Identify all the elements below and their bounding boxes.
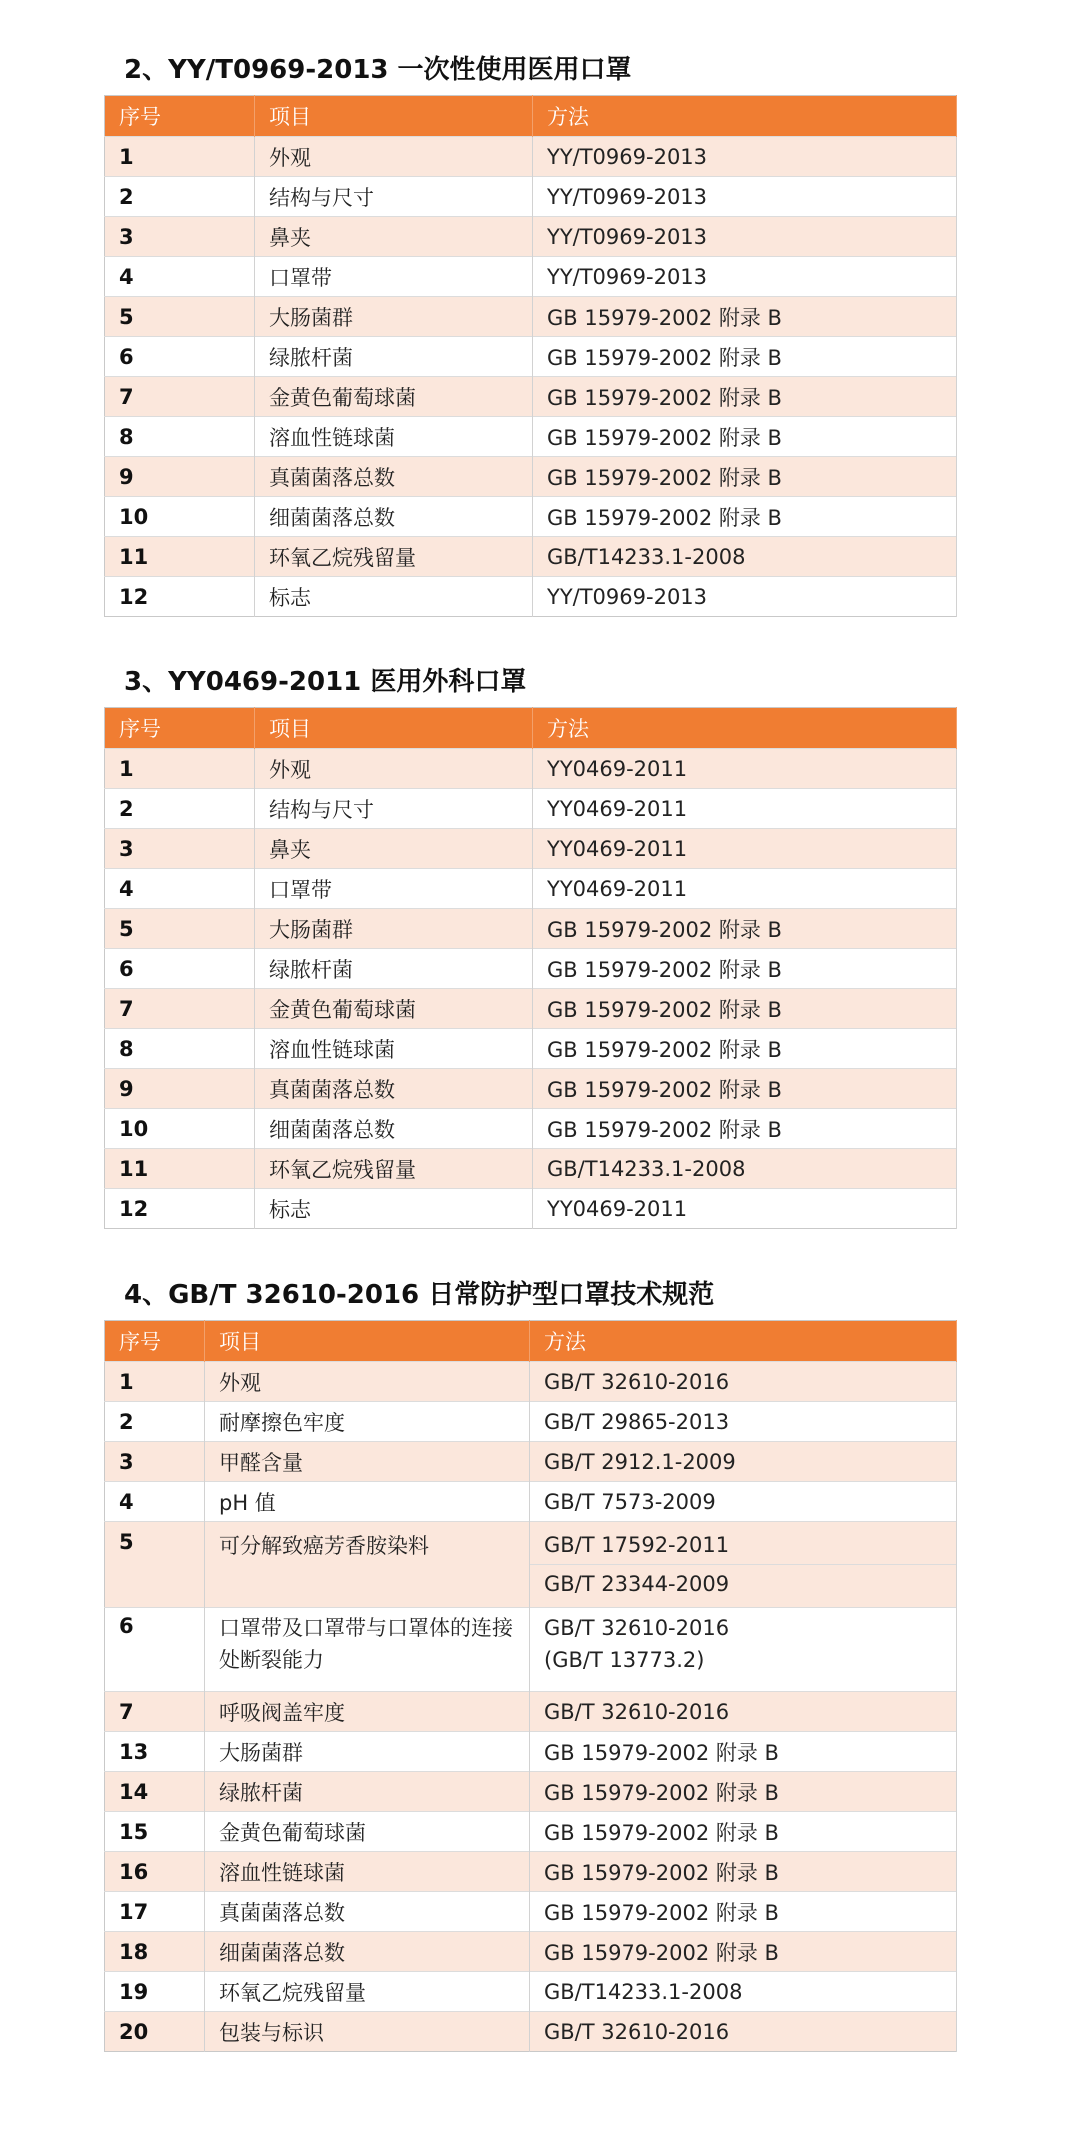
row-item: 溶血性链球菌	[255, 1029, 533, 1069]
table-row	[105, 1932, 957, 1972]
table-row	[105, 377, 957, 417]
row-item: 外观	[255, 137, 533, 177]
row-method-secondary: (GB/T 13773.2)	[544, 1648, 705, 1672]
table-row	[105, 1608, 957, 1692]
row-item: 口罩带	[255, 257, 533, 297]
row-no: 19	[105, 1972, 205, 2012]
row-no: 17	[105, 1892, 205, 1932]
row-no: 3	[105, 1442, 205, 1482]
row-no: 1	[105, 137, 255, 177]
row-method: GB 15979-2002 附录 B	[533, 1029, 957, 1069]
row-method-secondary: GB/T 23344-2009	[530, 1564, 956, 1603]
row-method: GB 15979-2002 附录 B	[530, 1732, 957, 1772]
row-no: 20	[105, 2012, 205, 2052]
row-no: 1	[105, 749, 255, 789]
row-item: 细菌菌落总数	[255, 497, 533, 537]
row-method-cell	[530, 1608, 957, 1692]
row-item: 标志	[255, 577, 533, 617]
row-item: 鼻夹	[255, 217, 533, 257]
row-no: 3	[105, 829, 255, 869]
table-row	[105, 1972, 957, 2012]
spec-table	[104, 707, 957, 1229]
table-row	[105, 869, 957, 909]
row-no: 5	[105, 1522, 205, 1608]
row-no: 5	[105, 909, 255, 949]
row-no: 7	[105, 377, 255, 417]
header-no: 序号	[105, 96, 255, 137]
table-row	[105, 1812, 957, 1852]
header-item: 项目	[255, 96, 533, 137]
row-method: GB 15979-2002 附录 B	[533, 949, 957, 989]
row-item: 可分解致癌芳香胺染料	[205, 1522, 530, 1608]
table-row	[105, 1522, 957, 1608]
row-item: 大肠菌群	[205, 1732, 530, 1772]
row-no: 7	[105, 989, 255, 1029]
row-no: 6	[105, 1608, 205, 1692]
table-row	[105, 177, 957, 217]
row-no: 14	[105, 1772, 205, 1812]
row-no: 4	[105, 257, 255, 297]
row-no: 4	[105, 1482, 205, 1522]
row-item: 耐摩擦色牢度	[205, 1402, 530, 1442]
row-item: 环氧乙烷残留量	[205, 1972, 530, 2012]
header-item: 项目	[255, 708, 533, 749]
table-row	[105, 1852, 957, 1892]
table-row	[105, 909, 957, 949]
row-no: 2	[105, 177, 255, 217]
section-title: 3、YY0469-2011 医用外科口罩	[124, 667, 527, 697]
table-row	[105, 789, 957, 829]
table-row	[105, 217, 957, 257]
row-item: 大肠菌群	[255, 297, 533, 337]
row-item: 溶血性链球菌	[255, 417, 533, 457]
row-item: 真菌菌落总数	[205, 1892, 530, 1932]
row-item: 环氧乙烷残留量	[255, 1149, 533, 1189]
row-item: 金黄色葡萄球菌	[255, 377, 533, 417]
row-item: 口罩带及口罩带与口罩体的连接处断裂能力	[219, 1616, 513, 1672]
table-header-row	[105, 96, 957, 137]
row-no: 4	[105, 869, 255, 909]
row-item: 呼吸阀盖牢度	[205, 1692, 530, 1732]
table-row	[105, 1482, 957, 1522]
row-item: 细菌菌落总数	[205, 1932, 530, 1972]
row-item: 外观	[205, 1362, 530, 1402]
spec-table	[104, 1320, 957, 2052]
table-row	[105, 2012, 957, 2052]
row-method: GB/T14233.1-2008	[530, 1972, 957, 2012]
table-row	[105, 577, 957, 617]
row-item: 结构与尺寸	[255, 789, 533, 829]
table-row	[105, 1692, 957, 1732]
row-item: 绿脓杆菌	[255, 337, 533, 377]
row-item: 溶血性链球菌	[205, 1852, 530, 1892]
row-no: 15	[105, 1812, 205, 1852]
row-no: 2	[105, 1402, 205, 1442]
row-item: 结构与尺寸	[255, 177, 533, 217]
row-method: YY/T0969-2013	[533, 577, 957, 617]
row-method: GB 15979-2002 附录 B	[533, 297, 957, 337]
row-no: 1	[105, 1362, 205, 1402]
row-no: 18	[105, 1932, 205, 1972]
row-item: 标志	[255, 1189, 533, 1229]
row-method: GB/T 29865-2013	[530, 1402, 957, 1442]
row-method: GB/T 32610-2016	[530, 1362, 957, 1402]
table-row	[105, 297, 957, 337]
row-method: GB 15979-2002 附录 B	[530, 1852, 957, 1892]
row-method: YY/T0969-2013	[533, 137, 957, 177]
row-method: GB 15979-2002 附录 B	[533, 989, 957, 1029]
row-no: 2	[105, 789, 255, 829]
row-method: GB 15979-2002 附录 B	[530, 1932, 957, 1972]
row-no: 5	[105, 297, 255, 337]
row-item: 外观	[255, 749, 533, 789]
table-row	[105, 1772, 957, 1812]
table-row	[105, 949, 957, 989]
table-row	[105, 989, 957, 1029]
row-no: 12	[105, 577, 255, 617]
row-method: GB/T 32610-2016	[530, 2012, 957, 2052]
table-row	[105, 829, 957, 869]
row-no: 11	[105, 537, 255, 577]
row-no: 11	[105, 1149, 255, 1189]
row-item: 口罩带	[255, 869, 533, 909]
row-method: GB 15979-2002 附录 B	[533, 497, 957, 537]
row-no: 3	[105, 217, 255, 257]
table-header-row	[105, 1321, 957, 1362]
section-title: 2、YY/T0969-2013 一次性使用医用口罩	[124, 55, 632, 85]
row-no: 10	[105, 497, 255, 537]
table-row	[105, 417, 957, 457]
row-no: 10	[105, 1109, 255, 1149]
table-row	[105, 1109, 957, 1149]
row-item: 环氧乙烷残留量	[255, 537, 533, 577]
spec-table	[104, 95, 957, 617]
table-header-row	[105, 708, 957, 749]
row-item: 金黄色葡萄球菌	[255, 989, 533, 1029]
row-method-stack	[530, 1522, 957, 1608]
row-item: 金黄色葡萄球菌	[205, 1812, 530, 1852]
row-no: 6	[105, 337, 255, 377]
row-item: 绿脓杆菌	[255, 949, 533, 989]
row-no: 6	[105, 949, 255, 989]
table-row	[105, 1402, 957, 1442]
row-no: 12	[105, 1189, 255, 1229]
row-method: GB 15979-2002 附录 B	[530, 1772, 957, 1812]
row-method: GB/T 32610-2016	[530, 1692, 957, 1732]
row-method: GB 15979-2002 附录 B	[533, 337, 957, 377]
row-item: 绿脓杆菌	[205, 1772, 530, 1812]
row-no: 13	[105, 1732, 205, 1772]
row-method: GB 15979-2002 附录 B	[533, 909, 957, 949]
header-method: 方法	[533, 708, 957, 749]
table-row	[105, 1029, 957, 1069]
row-method: GB/T14233.1-2008	[533, 537, 957, 577]
row-method: GB 15979-2002 附录 B	[533, 417, 957, 457]
row-item: 包装与标识	[205, 2012, 530, 2052]
table-row	[105, 1442, 957, 1482]
row-item: 真菌菌落总数	[255, 1069, 533, 1109]
row-method: GB/T 7573-2009	[530, 1482, 957, 1522]
row-method: YY/T0969-2013	[533, 257, 957, 297]
row-item: 甲醛含量	[205, 1442, 530, 1482]
row-method: YY/T0969-2013	[533, 217, 957, 257]
row-method: GB/T 17592-2011	[544, 1533, 730, 1557]
row-item-cell	[205, 1608, 530, 1692]
table-row	[105, 537, 957, 577]
row-no: 9	[105, 457, 255, 497]
table-row	[105, 1732, 957, 1772]
table-row	[105, 137, 957, 177]
section-title: 4、GB/T 32610-2016 日常防护型口罩技术规范	[124, 1280, 715, 1310]
row-method: YY0469-2011	[533, 829, 957, 869]
row-method: GB 15979-2002 附录 B	[533, 1069, 957, 1109]
row-no: 7	[105, 1692, 205, 1732]
row-item: 真菌菌落总数	[255, 457, 533, 497]
row-method: YY0469-2011	[533, 869, 957, 909]
row-method: GB/T 2912.1-2009	[530, 1442, 957, 1482]
row-method: GB 15979-2002 附录 B	[530, 1812, 957, 1852]
table-row	[105, 457, 957, 497]
row-method: YY0469-2011	[533, 749, 957, 789]
row-method: GB 15979-2002 附录 B	[533, 377, 957, 417]
table-row	[105, 1069, 957, 1109]
row-no: 8	[105, 1029, 255, 1069]
header-item: 项目	[205, 1321, 530, 1362]
table-row	[105, 337, 957, 377]
row-item: 鼻夹	[255, 829, 533, 869]
header-method: 方法	[533, 96, 957, 137]
header-method: 方法	[530, 1321, 957, 1362]
table-row	[105, 497, 957, 537]
row-method: YY0469-2011	[533, 789, 957, 829]
row-method: GB/T 32610-2016	[544, 1616, 730, 1640]
row-method: GB 15979-2002 附录 B	[533, 457, 957, 497]
table-row	[105, 1892, 957, 1932]
table-row	[105, 1189, 957, 1229]
header-no: 序号	[105, 1321, 205, 1362]
header-no: 序号	[105, 708, 255, 749]
row-item: pH 值	[205, 1482, 530, 1522]
table-row	[105, 257, 957, 297]
row-no: 9	[105, 1069, 255, 1109]
row-method: GB 15979-2002 附录 B	[533, 1109, 957, 1149]
row-method: GB 15979-2002 附录 B	[530, 1892, 957, 1932]
table-row	[105, 1362, 957, 1402]
table-row	[105, 1149, 957, 1189]
row-no: 16	[105, 1852, 205, 1892]
row-item: 大肠菌群	[255, 909, 533, 949]
row-no: 8	[105, 417, 255, 457]
table-row	[105, 749, 957, 789]
row-item: 细菌菌落总数	[255, 1109, 533, 1149]
row-method: YY/T0969-2013	[533, 177, 957, 217]
row-method: YY0469-2011	[533, 1189, 957, 1229]
row-method: GB/T14233.1-2008	[533, 1149, 957, 1189]
